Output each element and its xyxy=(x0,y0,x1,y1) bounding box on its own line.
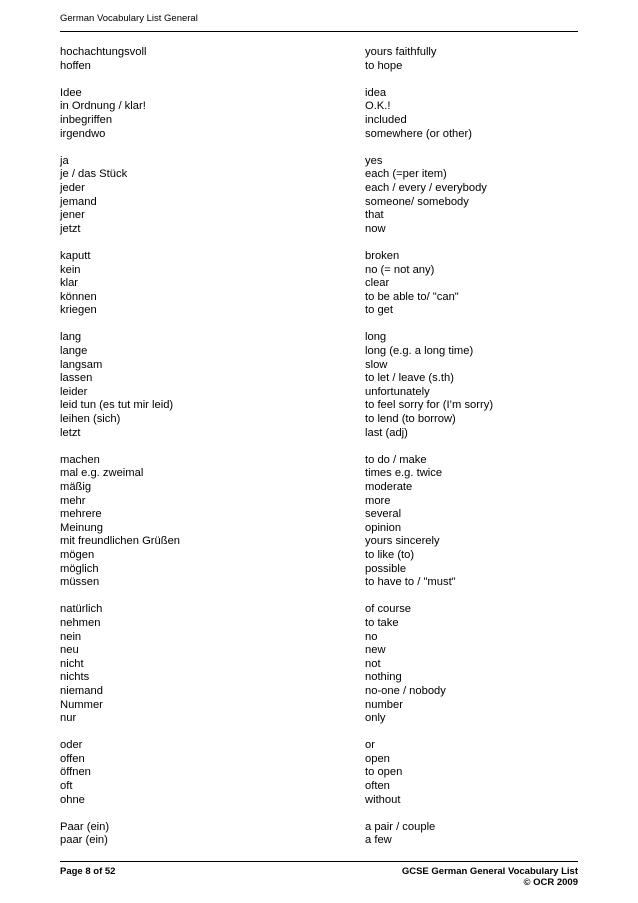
vocab-row xyxy=(60,359,580,373)
german-term: letzt xyxy=(60,426,81,439)
vocab-row xyxy=(60,413,580,427)
english-translation: a few xyxy=(365,834,392,847)
german-term: nur xyxy=(60,712,77,725)
german-term: nehmen xyxy=(60,616,101,629)
vocab-group xyxy=(60,331,580,440)
english-translation: no-one / nobody xyxy=(365,684,446,697)
english-translation: without xyxy=(365,793,401,806)
english-translation: to be able to/ "can" xyxy=(365,290,459,303)
vocab-row xyxy=(60,631,580,645)
vocab-row xyxy=(60,277,580,291)
vocab-row xyxy=(60,182,580,196)
german-term: je / das Stück xyxy=(60,168,128,181)
english-translation: clear xyxy=(365,277,390,290)
vocab-row xyxy=(60,386,580,400)
footer-divider xyxy=(60,861,578,862)
vocab-row xyxy=(60,549,580,563)
german-term: möglich xyxy=(60,562,99,575)
vocab-row xyxy=(60,128,580,142)
vocab-row xyxy=(60,766,580,780)
german-term: oder xyxy=(60,739,83,752)
english-translation: yes xyxy=(365,154,383,167)
english-translation: number xyxy=(365,698,403,711)
vocab-row xyxy=(60,739,580,753)
vocab-row xyxy=(60,535,580,549)
german-term: lange xyxy=(60,345,88,358)
vocab-row xyxy=(60,304,580,318)
german-term: leid tun (es tut mir leid) xyxy=(60,399,174,412)
english-translation: to feel sorry for (I’m sorry) xyxy=(365,399,494,412)
german-term: mäßig xyxy=(60,481,92,493)
english-translation: to take xyxy=(365,616,399,629)
german-term: können xyxy=(60,290,97,303)
english-translation: opinion xyxy=(365,521,402,534)
english-translation: no xyxy=(365,630,378,643)
german-term: paar (ein) xyxy=(60,834,108,847)
vocab-row xyxy=(60,291,580,305)
german-term: oft xyxy=(60,780,73,793)
english-translation: that xyxy=(365,209,384,222)
vocab-row xyxy=(60,644,580,658)
german-term: mehr xyxy=(60,494,86,507)
english-translation: to hope xyxy=(365,59,403,72)
german-term: inbegriffen xyxy=(60,113,113,126)
german-term: kaputt xyxy=(60,249,91,262)
german-term: leihen (sich) xyxy=(60,413,121,426)
english-translation: open xyxy=(365,752,390,765)
vocab-group xyxy=(60,155,580,237)
vocab-row xyxy=(60,168,580,182)
vocab-row xyxy=(60,794,580,808)
vocab-row xyxy=(60,427,580,441)
german-term: in Ordnung / klar! xyxy=(60,100,146,113)
vocab-row xyxy=(60,345,580,359)
vocab-row xyxy=(60,209,580,223)
vocab-group xyxy=(60,250,580,318)
page-header: German Vocabulary List General xyxy=(60,13,198,24)
german-term: hoffen xyxy=(60,59,91,72)
vocab-row xyxy=(60,576,580,590)
english-translation: several xyxy=(365,508,402,521)
english-translation: idea xyxy=(365,86,387,99)
english-translation: slow xyxy=(365,358,388,371)
vocab-row xyxy=(60,454,580,468)
english-translation: to like (to) xyxy=(365,548,415,561)
vocab-row xyxy=(60,467,580,481)
german-term: müssen xyxy=(60,576,100,589)
vocab-group xyxy=(60,454,580,590)
vocab-row xyxy=(60,753,580,767)
vocab-row xyxy=(60,399,580,413)
english-translation: broken xyxy=(365,249,400,262)
english-translation: possible xyxy=(365,562,407,575)
german-term: mehrere xyxy=(60,508,102,521)
vocab-row xyxy=(60,834,580,848)
document-title: GCSE German General Vocabulary List xyxy=(401,866,578,877)
german-term: Meinung xyxy=(60,521,103,534)
german-term: natürlich xyxy=(60,603,103,616)
german-term: mit freundlichen Grüßen xyxy=(60,535,181,548)
english-translation: long xyxy=(365,331,387,344)
german-term: niemand xyxy=(60,684,103,697)
vocab-row xyxy=(60,114,580,128)
english-translation: to let / leave (s.th) xyxy=(365,372,454,385)
english-translation: each (=per item) xyxy=(365,168,447,181)
vocab-row xyxy=(60,699,580,713)
german-term: nichts xyxy=(60,671,90,684)
english-translation: of course xyxy=(365,603,412,616)
vocab-group xyxy=(60,739,580,807)
vocab-row xyxy=(60,223,580,237)
vocab-row xyxy=(60,250,580,264)
german-term: langsam xyxy=(60,358,103,371)
german-term: nein xyxy=(60,630,82,643)
english-translation: someone/ somebody xyxy=(365,195,469,208)
german-term: offen xyxy=(60,752,85,765)
german-term: ja xyxy=(60,154,69,167)
vocab-row xyxy=(60,712,580,726)
english-translation: yours faithfully xyxy=(365,46,437,58)
german-term: hochachtungsvoll xyxy=(60,46,147,58)
german-term: ohne xyxy=(60,793,85,806)
english-translation: yours sincerely xyxy=(365,535,440,548)
footer-info xyxy=(402,866,578,888)
german-term: machen xyxy=(60,453,100,466)
vocab-row xyxy=(60,481,580,495)
vocab-group xyxy=(60,603,580,725)
english-translation: no (= not any) xyxy=(365,263,435,276)
vocab-row xyxy=(60,264,580,278)
english-translation: now xyxy=(365,222,386,235)
english-translation: nothing xyxy=(365,671,402,684)
vocab-row xyxy=(60,87,580,101)
english-translation: to open xyxy=(365,766,403,779)
vocab-row xyxy=(60,563,580,577)
vocab-row xyxy=(60,821,580,835)
english-translation: somewhere (or other) xyxy=(365,127,472,140)
vocab-row xyxy=(60,155,580,169)
german-term: leider xyxy=(60,385,88,398)
german-term: mal e.g. zweimal xyxy=(60,467,144,480)
english-translation: not xyxy=(365,657,381,670)
vocab-row xyxy=(60,60,580,74)
page-number: Page 8 of 52 xyxy=(60,866,116,877)
german-term: kriegen xyxy=(60,304,97,317)
vocab-row xyxy=(60,780,580,794)
vocab-row xyxy=(60,522,580,536)
vocab-group xyxy=(60,87,580,141)
english-translation: each / every / everybody xyxy=(365,181,487,194)
german-term: kein xyxy=(60,263,81,276)
german-term: jener xyxy=(60,209,85,222)
german-term: mögen xyxy=(60,548,95,561)
english-translation: unfortunately xyxy=(365,385,430,398)
header-divider xyxy=(60,31,578,32)
english-translation: a pair / couple xyxy=(365,820,436,833)
german-term: irgendwo xyxy=(60,127,106,140)
english-translation: more xyxy=(365,494,391,507)
vocab-row xyxy=(60,603,580,617)
german-term: jetzt xyxy=(60,222,81,235)
english-translation: times e.g. twice xyxy=(365,467,443,480)
vocab-row xyxy=(60,372,580,386)
german-term: nicht xyxy=(60,657,84,670)
vocab-row xyxy=(60,658,580,672)
german-term: jemand xyxy=(60,195,97,208)
english-translation: long (e.g. a long time) xyxy=(365,345,474,358)
vocab-row xyxy=(60,671,580,685)
english-translation: included xyxy=(365,113,407,126)
vocab-row xyxy=(60,46,580,60)
copyright-notice: © OCR 2009 xyxy=(523,877,578,888)
german-term: Idee xyxy=(60,86,82,99)
english-translation: new xyxy=(365,644,386,657)
vocab-row xyxy=(60,685,580,699)
english-translation: only xyxy=(365,712,386,725)
german-term: lang xyxy=(60,331,82,344)
german-term: Nummer xyxy=(60,698,103,711)
english-translation: to do / make xyxy=(365,453,427,466)
german-term: neu xyxy=(60,644,79,657)
german-term: öffnen xyxy=(60,766,91,779)
english-translation: to get xyxy=(365,304,393,317)
english-translation: or xyxy=(365,739,375,752)
vocabulary-list xyxy=(60,46,580,862)
vocab-row xyxy=(60,495,580,509)
vocab-row xyxy=(60,100,580,114)
english-translation: last (adj) xyxy=(365,426,408,439)
german-term: Paar (ein) xyxy=(60,820,110,833)
english-translation: to lend (to borrow) xyxy=(365,413,456,426)
vocab-group xyxy=(60,46,580,73)
english-translation: moderate xyxy=(365,481,413,493)
german-term: lassen xyxy=(60,372,93,385)
english-translation: O.K.! xyxy=(365,100,391,113)
vocab-row xyxy=(60,196,580,210)
vocab-row xyxy=(60,331,580,345)
vocab-row xyxy=(60,508,580,522)
vocab-row xyxy=(60,617,580,631)
english-translation: often xyxy=(365,780,390,793)
german-term: jeder xyxy=(60,181,85,194)
german-term: klar xyxy=(60,277,79,290)
vocab-group xyxy=(60,821,580,848)
english-translation: to have to / "must" xyxy=(365,576,456,589)
